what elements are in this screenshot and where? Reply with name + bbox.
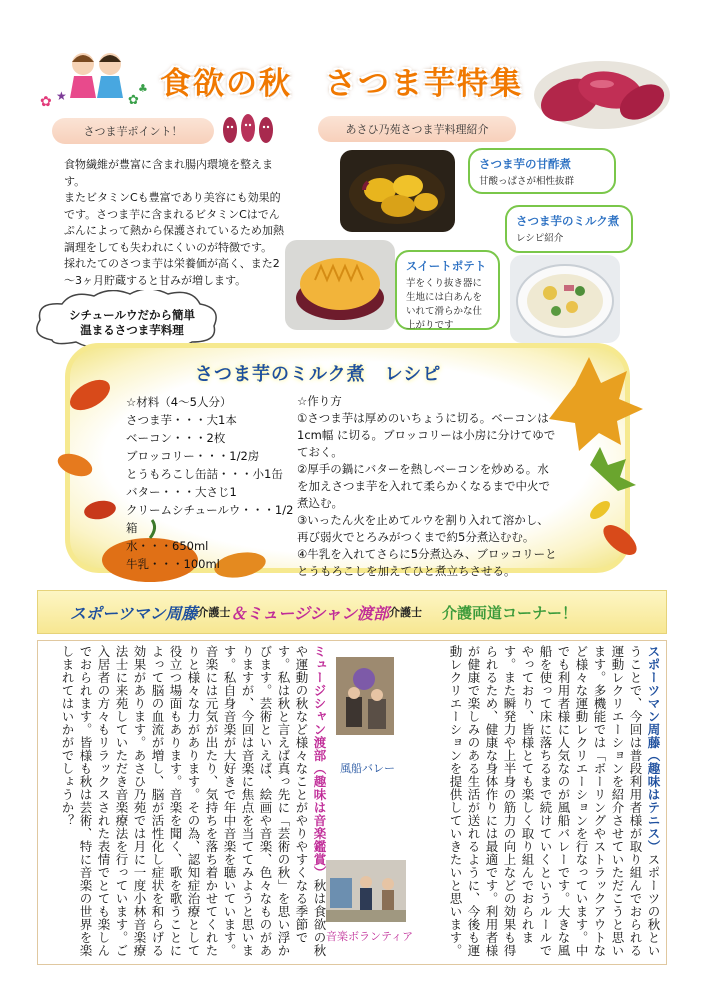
balloon-caption: 風船バレー xyxy=(340,762,395,775)
intro-text xyxy=(64,157,284,289)
cloud-line: シチュールウだから簡単 xyxy=(69,308,195,322)
volunteer-image xyxy=(326,860,406,922)
banner-musician: ミュージシャン渡部 xyxy=(246,603,390,623)
ingredients-list xyxy=(126,393,296,573)
banner-suffix: 介護士 xyxy=(389,606,423,619)
volunteer-caption: 音楽ボランティア xyxy=(326,930,414,943)
ingredient-item: 水・・・650ml xyxy=(126,539,209,553)
svg-text:★: ★ xyxy=(56,89,67,103)
sweet-vinegar-image xyxy=(340,150,455,232)
dish-desc: レシピ紹介 xyxy=(516,233,564,244)
ingredient-item: バター・・・大さじ1 xyxy=(126,485,237,499)
banner-suffix: 介護士 xyxy=(197,606,231,619)
sweet-potato-dessert-photo xyxy=(285,240,395,330)
ingredient-item: さつま芋・・・大1本 xyxy=(126,413,237,427)
ingredient-item: ベーコン・・・2枚 xyxy=(126,431,226,445)
music-body: 秋は食欲の秋や運動の秋など様々なことがやりやすくなる季節です。私は秋と言えば真っ先に「芸術の秋」を思い浮かびます。芸術といえば、絵画や音楽、色々なものがありますが、今回は音楽に焦点を当ててみようと思います。私自身音楽が大好きで年中音楽を聴いています。音楽には元気が出たり、気持ちを落ち着かせてくれたりと様々な力があります。その為、認知症治療として役立つ場面もあります。音楽を聞く、歌を歌うことによって脳の血流が増し、脳が活性化し症状を和らげる効果があります。あさひ乃苑では月に一度小林音楽療法士に来苑していただき音楽療法を行っています。ご入居者の方々もリラックスされた表情でとても楽しんでおられます。皆様も秋は芸術、特に音楽の世界を楽しまれてはいかがでしょうか？ xyxy=(60,645,327,957)
intro-line: 食物繊維が豊富に含まれ腸内環境を整えます。 xyxy=(64,158,273,188)
dish-title: さつま芋のミルク煮 xyxy=(516,214,620,228)
sports-column xyxy=(400,645,662,960)
dish-desc: 芋をくり抜き器に生地には白あんをいれて滑らかな仕上がりです xyxy=(406,278,483,331)
steps-heading: ☆作り方 xyxy=(297,394,342,408)
sweet-potato-photo xyxy=(532,60,672,130)
music-heading: ミュージシャン渡部（趣味は音楽鑑賞） xyxy=(312,645,327,879)
ingredient-item: 牛乳・・・100ml xyxy=(126,557,220,571)
steps-list xyxy=(297,393,559,580)
intro-line: 採れたてのさつま芋は栄養価が高く、また2～3ヶ月貯蔵すると甘みが増します。 xyxy=(64,257,280,287)
potato-icons xyxy=(218,108,278,148)
dish-desc: 甘酸っぱさが相性抜群 xyxy=(479,176,575,187)
svg-text:♣: ♣ xyxy=(138,82,148,95)
banner-amp: ＆ xyxy=(230,603,247,623)
banner-sportsman: スポーツマン周藤 xyxy=(70,603,198,623)
milk-stew-photo xyxy=(510,255,620,343)
dish-title: スイートポテト xyxy=(406,259,487,273)
music-column xyxy=(48,645,328,960)
music-volunteer-photo xyxy=(326,860,406,922)
banner-corner-title: 介護両道コーナー！ xyxy=(442,603,578,622)
kids-clipart xyxy=(38,48,153,110)
svg-text:✿: ✿ xyxy=(128,93,139,108)
ingredient-item: クリームシチュールウ・・・1/2箱 xyxy=(126,503,294,535)
dessert-image xyxy=(285,240,395,330)
ingredient-item: ブロッコリー・・・1/2房 xyxy=(126,449,260,463)
page-title: 食欲の秋 さつま芋特集 xyxy=(160,66,523,102)
ingredient-item: とうもろこし缶詰・・・小1缶 xyxy=(126,467,283,481)
balloon-image xyxy=(336,657,394,735)
sports-heading: スポーツマン周藤（趣味はテニス） xyxy=(646,645,661,853)
intro-pill: あさひ乃苑さつま芋料理紹介 xyxy=(318,116,516,142)
balloon-volley-photo xyxy=(336,657,394,735)
cloud-line: 温まるさつま芋料理 xyxy=(80,323,184,337)
svg-text:✿: ✿ xyxy=(40,94,52,110)
ingredients-heading: ☆材料（4～5人分） xyxy=(126,395,232,409)
step-item: ①さつま芋は厚めのいちょうに切る。ベーコンは1cm幅 に切る。ブロッコリーは小房に分けてゆでておく。 xyxy=(297,411,556,459)
dish-bubble-milk xyxy=(505,205,633,253)
points-pill: さつま芋ポイント！ xyxy=(52,118,214,144)
step-item: ②厚手の鍋にバターを熱しベーコンを炒める。水を加えさつま芋を入れて柔らかくなるまで中火で煮込む。 xyxy=(297,462,550,510)
dish-title: さつま芋の甘酢煮 xyxy=(479,157,571,171)
sweet-vinegar-photo xyxy=(340,150,455,232)
milk-stew-image xyxy=(510,255,620,343)
dish-bubble-vinegar xyxy=(468,148,616,194)
recipe-title: さつま芋のミルク煮 レシピ xyxy=(195,364,442,385)
corner-banner xyxy=(37,590,667,634)
intro-line: またビタミンCも豊富であり美容にも効果的です。さつま芋に含まれるビタミンCはでんぷんによって熱から保護されているため加熱調理をしても失われにくいのが特徴です。 xyxy=(64,191,284,254)
step-item: ③いったん火を止めてルウを割り入れて溶かし、再び弱火でとろみがつくまで約5分煮込むむ。 xyxy=(297,513,549,544)
step-item: ④牛乳を入れてさらに5分煮込み、ブロッコリーととうもろこしを加えてひと煮立ちさせる。 xyxy=(297,547,557,578)
sports-body: スポーツの秋ということで、今回は普段利用者様が取り組んでおられる運動レクリエーションを紹介させていただこうと思います。多機能では「ボーリングやストラックアウトなど様々な運動レクリエーションを行なっています。中でも利用者様に人気なのが風船バレーです。大きな風船を使って床に落ちるまで続けていくというルールでやっており、皆様とても楽しく取り組んでおられます。また瞬発力や上半身の筋力の向上などの効果も得られるため、健康な身体作りには最適です。利用者様が健康で楽しみのある生活が送れるように、今後も運動レクリエーションを提供していきたいと思います。 xyxy=(448,645,661,957)
dish-bubble-sweet-potato xyxy=(395,250,500,330)
